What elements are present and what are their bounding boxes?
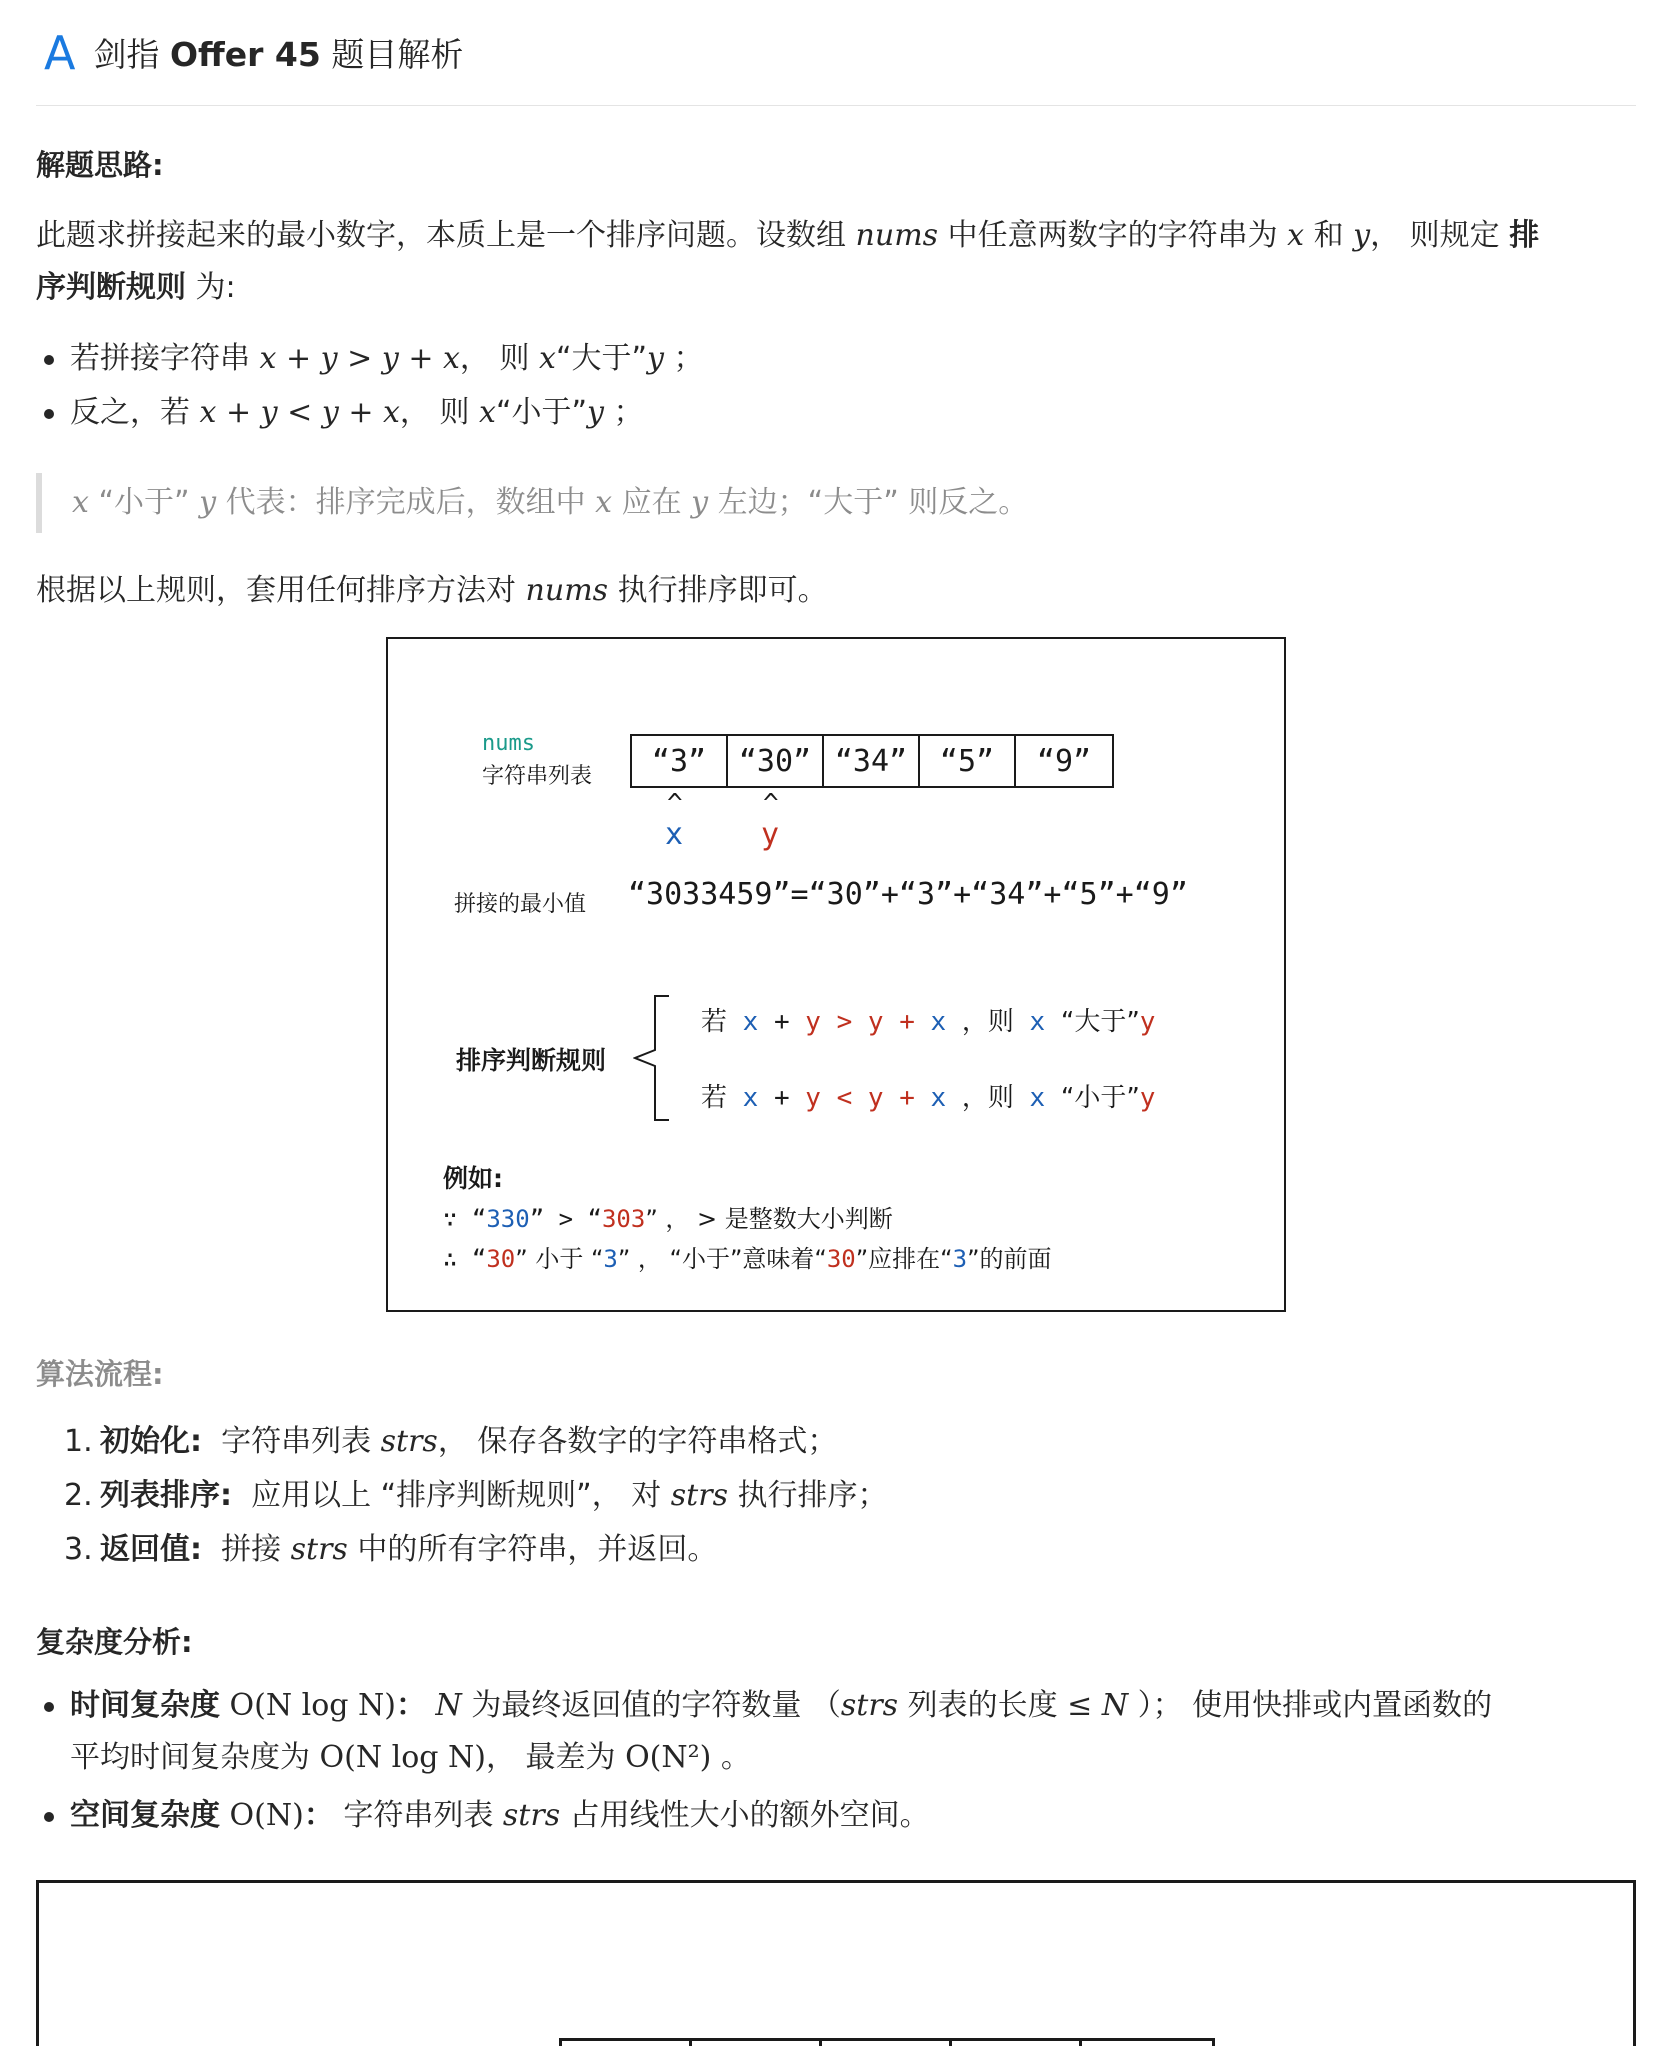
complexity-time: 时间复杂度 O(N log N)： N 为最终返回值的字符数量 （strs 列表的长度 ≤ N ）； 使用快排或内置函数的 平均时间复杂度为 O(N log N)， 最差为 O(N²) 。 [70, 1680, 1636, 1784]
string-cell: “9” [1036, 743, 1092, 779]
string-cell: “3” [632, 736, 728, 786]
page-title: 剑指 Offer 45 题目解析 [93, 35, 464, 74]
rule-item: 反之，若 x + y < y + x， 则 x“小于”y ； [70, 387, 644, 439]
caret-y: ^ [763, 789, 779, 819]
min-value-label: 拼接的最小值 [454, 892, 587, 917]
example-line-1: ∵ “330” > “303” ， > 是整数大小判断 [443, 1205, 893, 1233]
section-title-algorithm: 算法流程: [36, 1357, 164, 1391]
pointer-y: y [761, 817, 780, 852]
list-item: 3. 返回值: 拼接 strs 中的所有字符串，并返回。 [64, 1532, 718, 1567]
example-label: 例如: [443, 1164, 503, 1193]
string-cell: “34” [824, 736, 920, 786]
section-title-idea: 解题思路: [36, 148, 164, 182]
complexity-space: 空间复杂度 O(N)： 字符串列表 strs 占用线性大小的额外空间。 [70, 1790, 930, 1842]
list-item: 1. 初始化: 字符串列表 strs， 保存各数字的字符串格式； [64, 1424, 838, 1459]
string-cell: “30” [728, 736, 824, 786]
array-cell [952, 2041, 1082, 2046]
array-cell [1082, 2041, 1212, 2046]
min-value: “3033459”=“30”+“3”+“34”+“5”+“9” [628, 877, 1188, 912]
string-cell: “5” [920, 736, 1016, 786]
list-label: 字符串列表 [482, 764, 593, 789]
array-cell [562, 2041, 692, 2046]
logo: A [44, 25, 76, 80]
array-cells [559, 2038, 1215, 2046]
array-cell [822, 2041, 952, 2046]
rule-label: 排序判断规则 [456, 1046, 607, 1075]
section-title-complexity: 复杂度分析: [36, 1625, 193, 1659]
string-cells [630, 734, 1114, 788]
intro-paragraph: 此题求拼接起来的最小数字，本质上是一个排序问题。设数组 nums 中任意两数字的字符串为 x 和 y， 则规定 排 序判断规则 为: [36, 218, 1540, 305]
example-line-2: ∴ “30” 小于 “3” ， “小于”意味着“30”应排在“3”的前面 [443, 1245, 1052, 1273]
conclusion-paragraph: 根据以上规则，套用任何排序方法对 nums 执行排序即可。 [36, 573, 828, 608]
rule-item: 若拼接字符串 x + y > y + x， 则 x“大于”y ； [70, 333, 704, 385]
array-cell [692, 2041, 822, 2046]
pointer-x: x [665, 817, 684, 852]
diagram-figure [386, 637, 1286, 1312]
nums-label: nums [482, 731, 535, 756]
rule-line-1: 若 x + y > y + x ，则 x “大于”y [701, 1007, 1156, 1037]
caret-x: ^ [667, 789, 683, 819]
rule-line-2: 若 x + y < y + x ，则 x “小于”y [701, 1083, 1156, 1113]
blockquote: x “小于” y 代表：排序完成后，数组中 x 应在 y 左边；“大于” 则反之。 [36, 473, 1636, 533]
header [36, 0, 1636, 106]
list-item: 2. 列表排序: 应用以上 “排序判断规则”， 对 strs 执行排序； [64, 1478, 888, 1513]
brace-icon [633, 994, 683, 1124]
figure-frame-2 [36, 1880, 1636, 2046]
